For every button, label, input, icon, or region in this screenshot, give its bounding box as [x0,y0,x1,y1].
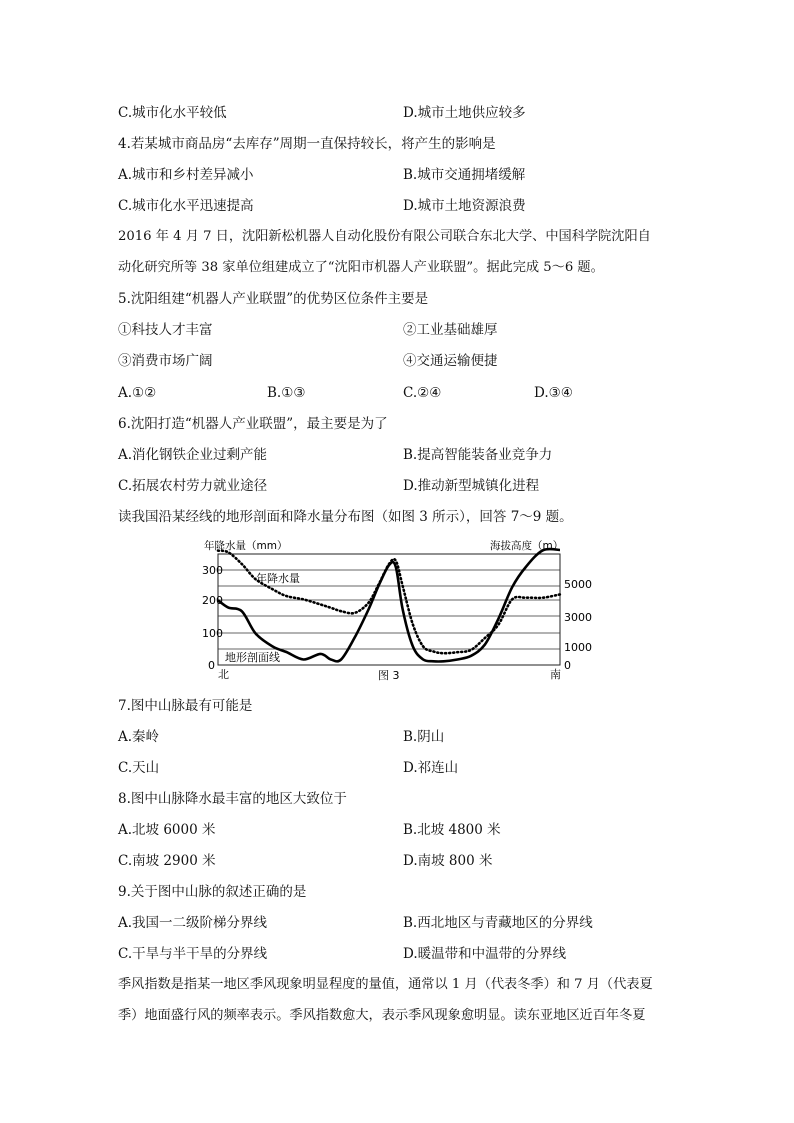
monsoon-intro-line1: 季风指数是指某一地区季风现象明显程度的量值，通常以 1 月（代表冬季）和 7 月（代表夏 [118,977,653,992]
intro-5-6-line1: 2016 年 4 月 7 日，沈阳新松机器人自动化股份有限公司联合东北大学、中国科学院沈阳自 [118,229,651,244]
q6-option-d: D.推动新型城镇化进程 [403,478,540,494]
q6-option-b: B.提高智能装备业竞争力 [403,447,553,463]
q5-option-b: B.①③ [267,385,306,401]
q4-option-d: D.城市土地资源浪费 [403,198,526,214]
q5-option-a: A.①② [118,385,157,401]
q8-option-d: D.南坡 800 米 [403,853,493,869]
q8-option-b: B.北坡 4800 米 [403,822,501,838]
q8-option-a: A.北坡 6000 米 [118,822,216,838]
left-tick-200: 200 [202,594,223,607]
intro-5-6-line2: 动化研究所等 38 家单位组建成立了“沈阳市机器人产业联盟”。据此完成 5～6 题。 [118,260,604,275]
q6-stem: 6.沈阳打造“机器人产业联盟”，最主要是为了 [118,416,388,432]
q5-item-4: ④交通运输便捷 [403,353,498,369]
intro-7-9: 读我国沿某经线的地形剖面和降水量分布图（如图 3 所示），回答 7～9 题。 [118,509,573,525]
north-label: 北 [218,668,229,681]
q5-option-d: D.③④ [534,385,573,401]
q9-option-b: B.西北地区与青藏地区的分界线 [403,915,593,931]
left-tick-0: 0 [208,659,215,672]
q5-option-c: C.②④ [403,385,442,401]
q7-option-b: B.阴山 [403,729,445,745]
q4-stem: 4.若某城市商品房“去库存”周期一直保持较长，将产生的影响是 [118,136,496,152]
chart-grid [218,554,560,665]
q9-stem: 9.关于图中山脉的叙述正确的是 [118,884,307,900]
q7-option-d: D.祁连山 [403,760,459,776]
right-tick-1000: 1000 [564,641,592,654]
terrain-series-label: 地形剖面线 [225,651,280,664]
rain-series-label: 年降水量 [256,572,300,585]
left-axis-title: 年降水量（mm） [204,540,288,552]
right-tick-0: 0 [564,659,571,672]
q7-option-c: C.天山 [118,760,160,776]
q7-stem: 7.图中山脉最有可能是 [118,698,253,714]
left-tick-300: 300 [202,564,223,577]
q5-item-2: ②工业基础雄厚 [403,322,498,338]
q4-option-b: B.城市交通拥堵缓解 [403,167,526,183]
chart-series [218,549,560,662]
q5-stem: 5.沈阳组建“机器人产业联盟”的优势区位条件主要是 [118,291,429,307]
figure-3-profile-chart [200,538,592,686]
profile-chart-svg [200,538,592,686]
left-tick-100: 100 [202,627,223,640]
q8-option-c: C.南坡 2900 米 [118,853,216,869]
chart-frame [218,554,560,665]
right-tick-5000: 5000 [564,578,592,591]
q6-option-a: A.消化钢铁企业过剩产能 [118,447,268,463]
q9-option-d: D.暖温带和中温带的分界线 [403,946,567,962]
q9-option-a: A.我国一二级阶梯分界线 [118,915,268,931]
q5-item-3: ③消费市场广阔 [118,353,213,369]
q4-option-c: C.城市化水平迅速提高 [118,198,254,214]
q5-item-1: ①科技人才丰富 [118,322,213,338]
south-label: 南 [550,668,561,681]
right-tick-3000: 3000 [564,611,592,624]
q4-option-a: A.城市和乡村差异减小 [118,167,254,183]
q3-option-c: C.城市化水平较低 [118,105,227,121]
monsoon-intro-line2: 季）地面盛行风的频率表示。季风指数愈大，表示季风现象愈明显。读东亚地区近百年冬夏 [118,1008,646,1023]
q6-option-c: C.拓展农村劳力就业途径 [118,478,268,494]
q8-stem: 8.图中山脉降水最丰富的地区大致位于 [118,791,347,807]
right-axis-title: 海拔高度（m） [490,540,564,552]
q9-option-c: C.干旱与半干旱的分界线 [118,946,268,962]
q3-option-d: D.城市土地供应较多 [403,105,526,121]
q7-option-a: A.秦岭 [118,729,160,745]
figure-caption: 图 3 [378,669,400,682]
